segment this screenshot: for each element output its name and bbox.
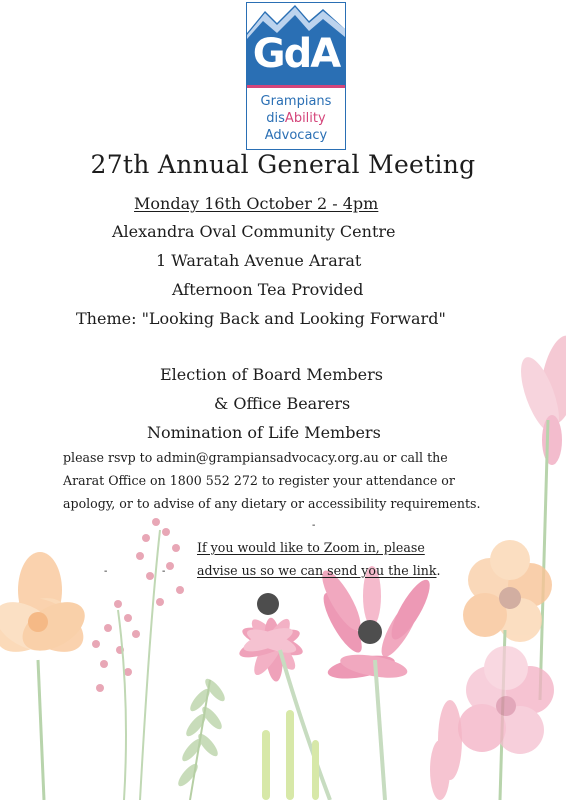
dash-mark-middle: - [162,566,166,577]
event-date [134,194,378,213]
gda-logo [246,2,346,150]
logo-name-line1: Grampians [260,94,332,109]
peach-flower-left-icon [0,552,93,663]
logo-letters: GdA [252,31,340,77]
rsvp-line2: Ararat Office on 1800 552 272 to register your attendance or [63,473,455,488]
agenda-item-election: Election of Board Members [160,365,383,384]
zoom-line2-text: advise us so we can send you the link [197,563,437,578]
event-catering: Afternoon Tea Provided [172,280,364,299]
dash-mark-left: - [104,566,108,577]
pink-flower-right-icon [513,333,566,465]
bud-cluster-icon [92,518,184,692]
logo-name-ability: Ability [284,111,326,126]
zoom-line2 [197,563,441,578]
logo-divider [247,85,345,88]
agenda-item-office-bearers: & Office Bearers [214,394,351,413]
rsvp-line3: apology, or to advise of any dietary or accessibility requirements. [63,496,481,511]
zoom-line1-text: If you would like to Zoom in, please [197,540,425,555]
event-address: 1 Waratah Avenue Ararat [156,251,362,270]
pink-daisy-icon [236,593,305,682]
dash-mark: - [312,520,316,531]
event-date-text: Monday 16th October 2 - 4pm [134,194,379,213]
agenda-item-life-members: Nomination of Life Members [147,423,381,442]
zoom-line2-period: . [436,563,441,578]
logo-name-line2 [247,110,345,127]
peach-flower-right-icon [463,540,552,642]
green-stalk-icon [262,710,319,800]
logo-name-line3: Advocacy [264,128,328,143]
pink-plume-icon [430,700,462,800]
logo-name-dis: dis [266,111,285,126]
zoom-line1 [197,540,425,555]
event-theme: Theme: "Looking Back and Looking Forward" [76,309,446,328]
rsvp-line1: please rsvp to admin@grampiansadvocacy.org.au or call the [63,450,448,465]
event-venue: Alexandra Oval Community Centre [112,222,396,241]
logo-mountains-icon [247,3,345,85]
page-title: 27th Annual General Meeting [90,150,476,179]
